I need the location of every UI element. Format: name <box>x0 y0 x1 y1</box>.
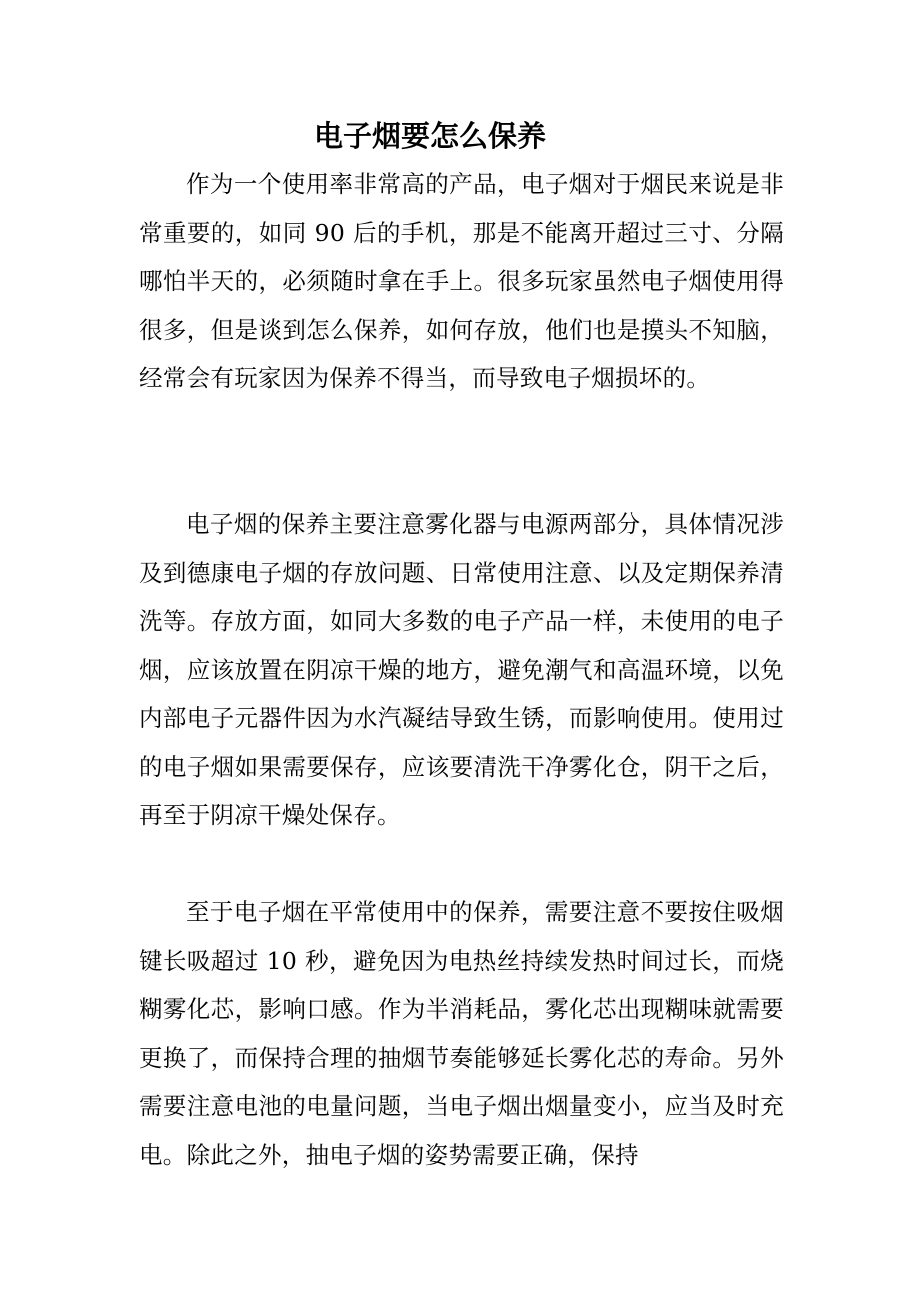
paragraph-1: 作为一个使用率非常高的产品，电子烟对于烟民来说是非常重要的，如同 90 后的手机，那是不能离开超过三寸、分隔哪怕半天的，必须随时拿在手上。很多玩家虽然电子烟使用得很多，但是谈到怎么保养，如何存放，他们也是摸头不知脑，经常会有玩家因为保养不得当，而导致电子烟损坏的。 <box>139 170 784 392</box>
document-title: 电子烟要怎么保养 <box>313 119 546 153</box>
paragraph-2: 电子烟的保养主要注意雾化器与电源两部分，具体情况涉及到德康电子烟的存放问题、日常使用注意、以及定期保养清洗等。存放方面，如同大多数的电子产品一样，未使用的电子烟，应该放置在阴凉干燥的地方，避免潮气和高温环境，以免内部电子元器件因为水汽凝结导致生锈，而影响使用。使用过的电子烟如果需要保存，应该要清洗干净雾化仓，阴干之后，再至于阴凉干燥处保存。 <box>139 510 784 829</box>
paragraph-3: 至于电子烟在平常使用中的保养，需要注意不要按住吸烟键长吸超过 10 秒，避免因为电热丝持续发热时间过长，而烧糊雾化芯，影响口感。作为半消耗品，雾化芯出现糊味就需要更换了，而保持合理的抽烟节奏能够延长雾化芯的寿命。另外需要注意电池的电量问题，当电子烟出烟量变小，应当及时充电。除此之外，抽电子烟的姿势需要正确，保持 <box>139 898 784 1169</box>
